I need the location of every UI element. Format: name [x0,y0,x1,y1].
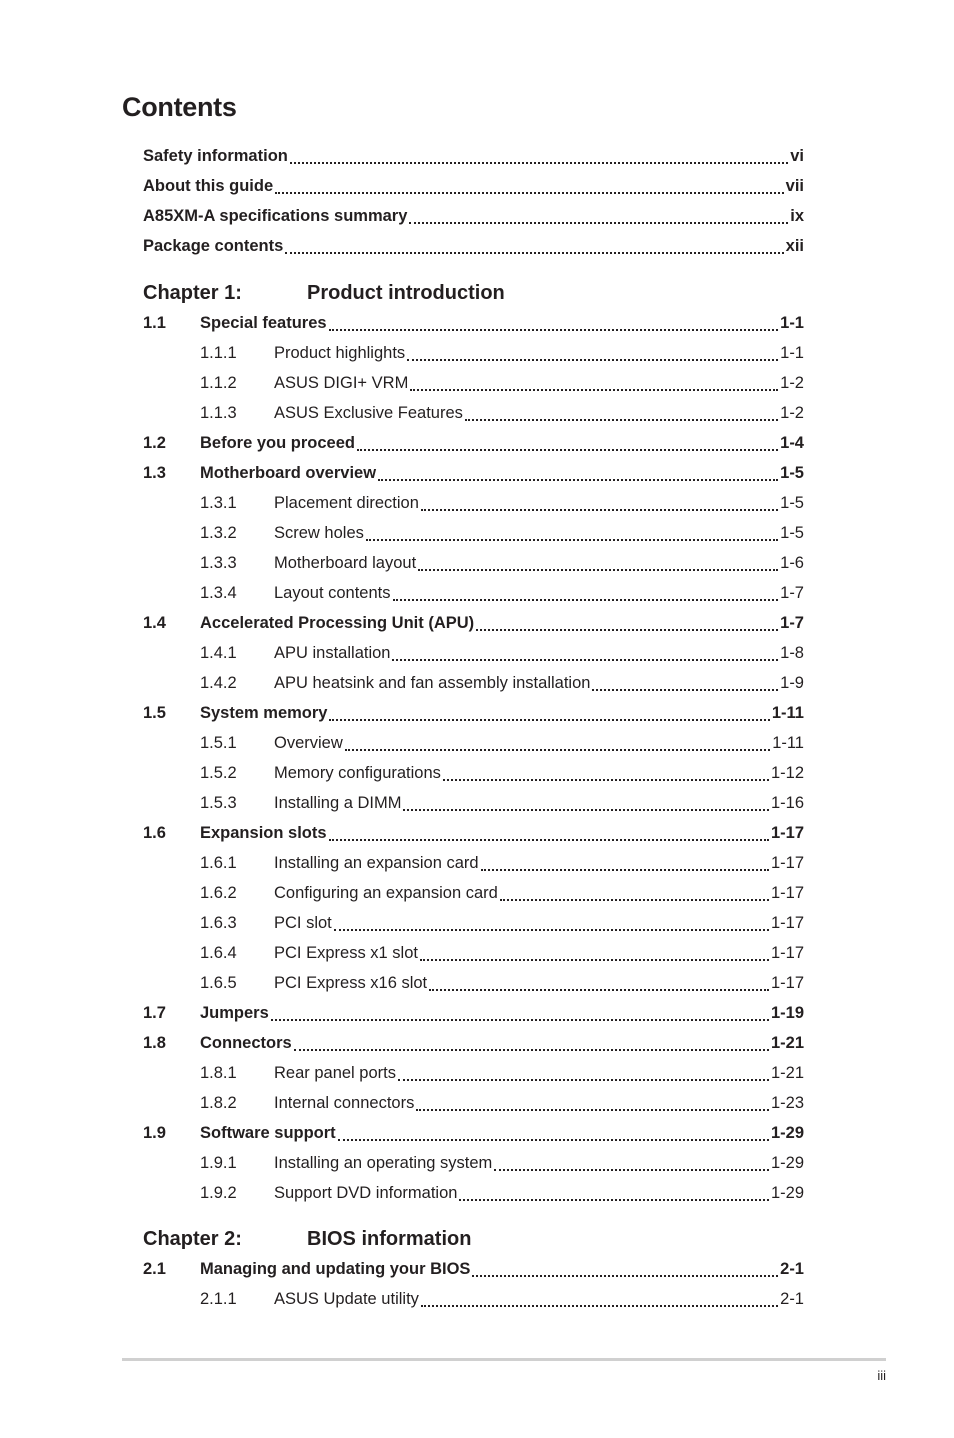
toc-entry-subsection[interactable] [143,518,804,548]
dot-leader [290,162,788,164]
dot-leader [366,539,778,541]
toc-entry-section[interactable] [143,608,804,638]
toc-entry-subsection[interactable] [143,338,804,368]
entry-page: 1-12 [770,764,804,782]
toc-entry-subsection[interactable] [143,578,804,608]
chapter-title: Product introduction [307,282,505,304]
entry-page: 1-29 [770,1124,804,1142]
dot-leader [329,839,769,841]
entry-page: 1-7 [780,614,804,632]
toc-entry-subsection[interactable] [143,728,804,758]
dot-leader [592,689,778,691]
toc-entry-subsection[interactable] [143,638,804,668]
entry-title: Motherboard overview [200,464,377,482]
entry-page: 1-5 [780,494,804,512]
entry-title: Overview [274,734,343,752]
toc-entry-section[interactable] [143,428,804,458]
entry-number: 1.3.1 [200,494,237,512]
entry-number: 1.3.2 [200,524,237,542]
entry-number: 1.1 [143,314,166,332]
entry-title: Motherboard layout [274,554,417,572]
dot-leader [481,869,769,871]
entry-page: 1-9 [780,674,804,692]
entry-number: 1.5.3 [200,794,237,812]
toc-entry-subsection[interactable] [143,758,804,788]
entry-title: Installing an expansion card [274,854,479,872]
dot-leader [392,659,778,661]
page-title: Contents [122,92,237,122]
entry-title: ASUS DIGI+ VRM [274,374,409,392]
entry-page: 1-29 [770,1184,804,1202]
entry-number: 1.8.2 [200,1094,237,1112]
toc-entry-front[interactable] [143,231,804,261]
entry-page: 1-11 [772,734,804,752]
entry-number: 1.6.2 [200,884,237,902]
dot-leader [443,779,769,781]
dot-leader [294,1049,769,1051]
entry-title: A85XM-A specifications summary [143,207,408,225]
entry-page: 1-11 [771,704,804,722]
entry-number: 1.2 [143,434,166,452]
dot-leader [407,359,778,361]
toc-entry-subsection[interactable] [143,668,804,698]
entry-page: 1-17 [770,944,804,962]
entry-number: 1.5.2 [200,764,237,782]
entry-page: 2-1 [780,1260,804,1278]
dot-leader [403,809,769,811]
toc-entry-subsection[interactable] [143,968,804,998]
entry-page: 1-5 [780,524,804,542]
entry-number: 1.9 [143,1124,166,1142]
entry-number: 1.1.1 [200,344,237,362]
toc-entry-subsection[interactable] [143,848,804,878]
toc-entry-subsection[interactable] [143,398,804,428]
toc-entry-section[interactable] [143,1254,804,1284]
entry-page: vi [790,147,804,165]
toc-entry-front[interactable] [143,141,804,171]
chapter-label: Chapter 1: [143,282,242,304]
dot-leader [409,222,788,224]
entry-title: Special features [200,314,327,332]
entry-page: xii [785,237,804,255]
dot-leader [334,929,769,931]
dot-leader [459,1199,769,1201]
entry-page: 1-16 [770,794,804,812]
entry-page: vii [785,177,804,195]
toc-entry-subsection[interactable] [143,878,804,908]
entry-number: 1.8.1 [200,1064,237,1082]
entry-page: 1-2 [780,404,804,422]
toc-entry-section[interactable] [143,1118,804,1148]
dot-leader [494,1169,769,1171]
entry-title: Jumpers [200,1004,269,1022]
entry-title: Memory configurations [274,764,441,782]
toc-entry-subsection[interactable] [143,788,804,818]
toc-entry-subsection[interactable] [143,548,804,578]
entry-number: 1.3 [143,464,166,482]
table-of-contents [143,141,804,1314]
entry-number: 1.3.3 [200,554,237,572]
entry-title: Internal connectors [274,1094,415,1112]
entry-title: System memory [200,704,328,722]
entry-title: APU heatsink and fan assembly installation [274,674,591,692]
entry-page: 1-2 [780,374,804,392]
toc-entry-subsection[interactable] [143,1178,804,1208]
toc-entry-subsection[interactable] [143,1284,804,1314]
entry-title: ASUS Exclusive Features [274,404,463,422]
dot-leader [421,1305,778,1307]
footer-divider [122,1358,886,1361]
toc-entry-subsection[interactable] [143,1148,804,1178]
dot-leader [338,1139,769,1141]
entry-number: 1.6.3 [200,914,237,932]
entry-title: PCI Express x1 slot [274,944,418,962]
dot-leader [393,599,779,601]
entry-page: 1-29 [770,1154,804,1172]
toc-entry-subsection[interactable] [143,1088,804,1118]
entry-title: Support DVD information [274,1184,458,1202]
toc-entry-section[interactable] [143,998,804,1028]
dot-leader [429,989,769,991]
entry-page: 1-17 [770,914,804,932]
entry-page: 1-17 [770,974,804,992]
dot-leader [345,749,770,751]
entry-number: 2.1 [143,1260,166,1278]
chapter-label: Chapter 2: [143,1228,242,1250]
dot-leader [418,569,778,571]
entry-title: About this guide [143,177,274,195]
entry-number: 1.4 [143,614,166,632]
entry-title: Installing a DIMM [274,794,402,812]
entry-title: Rear panel ports [274,1064,396,1082]
entry-number: 1.4.2 [200,674,237,692]
toc-entry-subsection[interactable] [143,1058,804,1088]
toc-entry-subsection[interactable] [143,368,804,398]
entry-number: 1.6.1 [200,854,237,872]
entry-title: APU installation [274,644,391,662]
toc-entry-section[interactable] [143,1028,804,1058]
entry-title: Package contents [143,237,284,255]
dot-leader [500,899,769,901]
toc-entry-subsection[interactable] [143,908,804,938]
entry-number: 1.7 [143,1004,166,1022]
entry-title: Before you proceed [200,434,355,452]
entry-title: ASUS Update utility [274,1290,419,1308]
entry-title: Software support [200,1124,336,1142]
entry-title: Expansion slots [200,824,327,842]
dot-leader [357,449,778,451]
entry-number: 1.6 [143,824,166,842]
toc-entry-subsection[interactable] [143,938,804,968]
entry-title: PCI slot [274,914,332,932]
entry-number: 1.5.1 [200,734,237,752]
entry-page: ix [790,207,804,225]
entry-page: 1-17 [770,854,804,872]
dot-leader [271,1019,769,1021]
entry-page: 1-5 [780,464,804,482]
toc-entry-section[interactable] [143,458,804,488]
dot-leader [465,419,778,421]
entry-page: 1-8 [780,644,804,662]
dot-leader [416,1109,769,1111]
entry-number: 1.4.1 [200,644,237,662]
entry-page: 1-17 [770,884,804,902]
dot-leader [329,719,769,721]
dot-leader [476,629,778,631]
entry-number: 1.1.3 [200,404,237,422]
dot-leader [410,389,778,391]
entry-title: Installing an operating system [274,1154,493,1172]
entry-number: 2.1.1 [200,1290,237,1308]
toc-entry-section[interactable] [143,818,804,848]
dot-leader [420,959,769,961]
entry-page: 1-21 [770,1064,804,1082]
chapter-title: BIOS information [307,1228,472,1250]
entry-title: Safety information [143,147,288,165]
entry-page: 1-6 [780,554,804,572]
entry-title: Accelerated Processing Unit (APU) [200,614,475,632]
dot-leader [275,192,783,194]
entry-page: 2-1 [780,1290,804,1308]
entry-number: 1.3.4 [200,584,237,602]
entry-title: PCI Express x16 slot [274,974,428,992]
chapter-heading[interactable] [143,1224,804,1254]
entry-number: 1.8 [143,1034,166,1052]
toc-entry-section[interactable] [143,308,804,338]
entry-page: 1-21 [770,1034,804,1052]
dot-leader [378,479,778,481]
entry-title: Screw holes [274,524,364,542]
footer-page-number: iii [877,1368,886,1383]
entry-page: 1-19 [770,1004,804,1022]
toc-entry-section[interactable] [143,698,804,728]
chapter-spacer [143,261,804,278]
toc-entry-front[interactable] [143,171,804,201]
dot-leader [421,509,778,511]
entry-page: 1-23 [770,1094,804,1112]
entry-page: 1-1 [780,344,804,362]
entry-number: 1.5 [143,704,166,722]
entry-number: 1.6.4 [200,944,237,962]
entry-title: Layout contents [274,584,391,602]
entry-title: Product highlights [274,344,406,362]
entry-page: 1-7 [780,584,804,602]
toc-entry-front[interactable] [143,201,804,231]
entry-number: 1.9.2 [200,1184,237,1202]
dot-leader [398,1079,769,1081]
toc-entry-subsection[interactable] [143,488,804,518]
entry-page: 1-1 [780,314,804,332]
entry-title: Configuring an expansion card [274,884,498,902]
entry-title: Connectors [200,1034,292,1052]
entry-number: 1.6.5 [200,974,237,992]
dot-leader [472,1275,778,1277]
entry-number: 1.1.2 [200,374,237,392]
entry-page: 1-17 [770,824,804,842]
entry-title: Managing and updating your BIOS [200,1260,471,1278]
chapter-spacer [143,1208,804,1224]
entry-page: 1-4 [780,434,804,452]
dot-leader [285,252,783,254]
chapter-heading[interactable] [143,278,804,308]
entry-number: 1.9.1 [200,1154,237,1172]
dot-leader [329,329,779,331]
entry-title: Placement direction [274,494,419,512]
